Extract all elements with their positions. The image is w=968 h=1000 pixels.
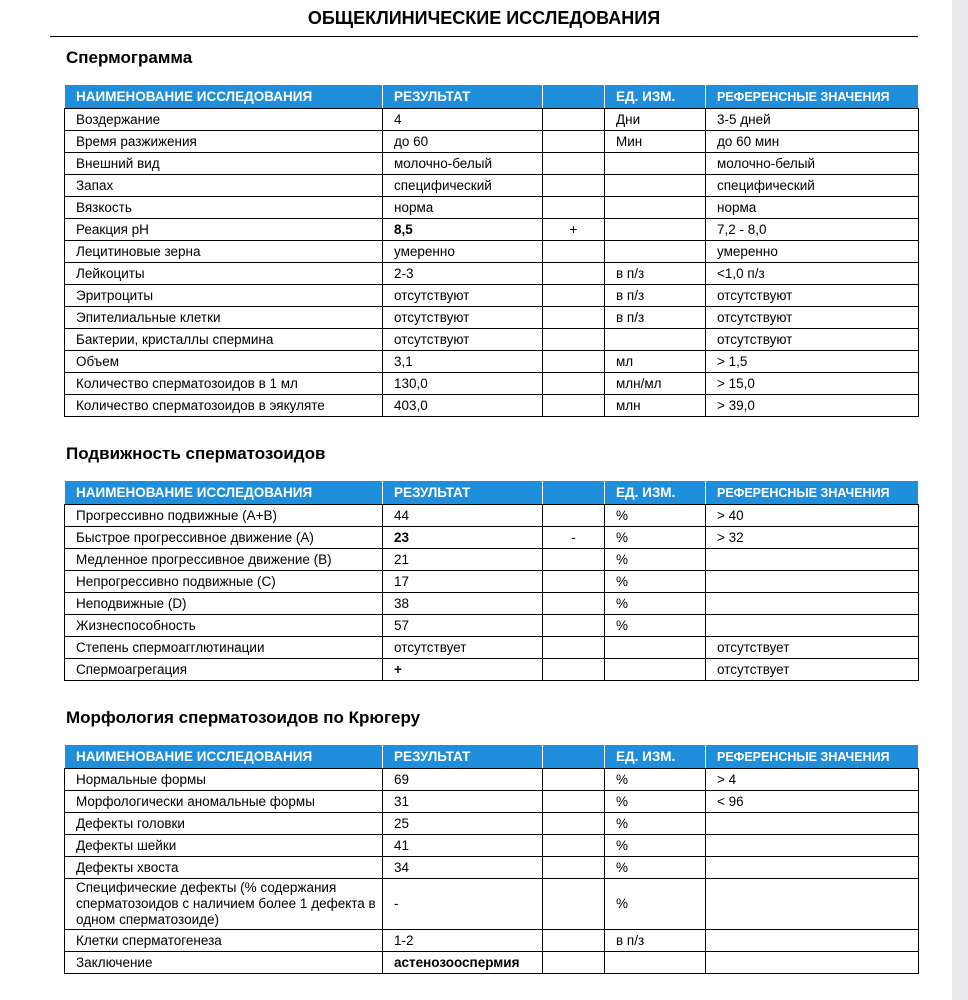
cell-reference: > 1,5 <box>706 351 919 373</box>
cell-result: отсутствует <box>383 637 543 659</box>
cell-reference: > 40 <box>706 505 919 527</box>
cell-reference: > 39,0 <box>706 395 919 417</box>
cell-reference <box>706 549 919 571</box>
table-row <box>65 835 919 857</box>
table-spermogram <box>64 85 919 417</box>
cell-flag <box>543 879 605 930</box>
table-row <box>65 241 919 263</box>
cell-result: 1-2 <box>383 930 543 952</box>
cell-flag <box>543 307 605 329</box>
table-row <box>65 153 919 175</box>
table-header-row <box>65 481 919 505</box>
table-row <box>65 351 919 373</box>
cell-flag <box>543 263 605 285</box>
header-flag <box>543 85 605 109</box>
cell-result: + <box>383 659 543 681</box>
cell-flag <box>543 175 605 197</box>
cell-name: Дефекты хвоста <box>65 857 383 879</box>
cell-unit <box>605 197 706 219</box>
cell-unit: % <box>605 593 706 615</box>
cell-unit: Мин <box>605 131 706 153</box>
cell-unit <box>605 153 706 175</box>
cell-unit: % <box>605 769 706 791</box>
cell-flag <box>543 153 605 175</box>
header-unit: ЕД. ИЗМ. <box>605 85 706 109</box>
cell-unit: млн/мл <box>605 373 706 395</box>
cell-flag <box>543 329 605 351</box>
section-title-morphology: Морфология сперматозоидов по Крюгеру <box>66 708 421 727</box>
cell-name: Реакция рН <box>65 219 383 241</box>
cell-name: Дефекты головки <box>65 813 383 835</box>
cell-unit <box>605 952 706 974</box>
cell-name: Внешний вид <box>65 153 383 175</box>
cell-flag <box>543 351 605 373</box>
cell-reference: отсутствуют <box>706 329 919 351</box>
cell-result: молочно-белый <box>383 153 543 175</box>
cell-reference: отсутствуют <box>706 307 919 329</box>
cell-reference: отсутствует <box>706 659 919 681</box>
cell-name: Количество сперматозоидов в эякуляте <box>65 395 383 417</box>
cell-flag <box>543 373 605 395</box>
section-title-motility: Подвижность сперматозоидов <box>66 444 326 463</box>
cell-flag <box>543 952 605 974</box>
cell-reference: > 32 <box>706 527 919 549</box>
cell-result: 2-3 <box>383 263 543 285</box>
cell-unit: % <box>605 527 706 549</box>
cell-reference: > 15,0 <box>706 373 919 395</box>
cell-unit: % <box>605 791 706 813</box>
cell-unit: в п/з <box>605 307 706 329</box>
cell-result: астенозооспермия <box>383 952 543 974</box>
header-result: РЕЗУЛЬТАТ <box>383 745 543 769</box>
cell-flag <box>543 505 605 527</box>
cell-name: Клетки сперматогенеза <box>65 930 383 952</box>
cell-reference: норма <box>706 197 919 219</box>
table-row <box>65 197 919 219</box>
cell-reference <box>706 879 919 930</box>
cell-name: Медленное прогрессивное движение (В) <box>65 549 383 571</box>
cell-result: 57 <box>383 615 543 637</box>
header-unit: ЕД. ИЗМ. <box>605 745 706 769</box>
cell-result: 21 <box>383 549 543 571</box>
cell-unit: % <box>605 549 706 571</box>
header-result: РЕЗУЛЬТАТ <box>383 481 543 505</box>
table-row <box>65 571 919 593</box>
header-name: НАИМЕНОВАНИЕ ИССЛЕДОВАНИЯ <box>65 745 383 769</box>
cell-name: Эпителиальные клетки <box>65 307 383 329</box>
cell-unit: % <box>605 835 706 857</box>
cell-unit: млн <box>605 395 706 417</box>
cell-result: 41 <box>383 835 543 857</box>
cell-reference: > 4 <box>706 769 919 791</box>
cell-result: 25 <box>383 813 543 835</box>
cell-name: Количество сперматозоидов в 1 мл <box>65 373 383 395</box>
cell-flag <box>543 615 605 637</box>
cell-unit: % <box>605 813 706 835</box>
table-row <box>65 791 919 813</box>
cell-name: Запах <box>65 175 383 197</box>
cell-flag <box>543 197 605 219</box>
cell-unit: мл <box>605 351 706 373</box>
header-reference: РЕФЕРЕНСНЫЕ ЗНАЧЕНИЯ <box>706 745 919 769</box>
cell-reference <box>706 930 919 952</box>
table-row <box>65 505 919 527</box>
cell-reference: 3-5 дней <box>706 109 919 131</box>
cell-result: до 60 <box>383 131 543 153</box>
table-row <box>65 109 919 131</box>
cell-result: отсутствуют <box>383 285 543 307</box>
cell-name: Лецитиновые зерна <box>65 241 383 263</box>
table-row <box>65 952 919 974</box>
cell-name: Степень спермоагглютинации <box>65 637 383 659</box>
table-motility <box>64 481 919 681</box>
header-name: НАИМЕНОВАНИЕ ИССЛЕДОВАНИЯ <box>65 481 383 505</box>
cell-name: Быстрое прогрессивное движение (А) <box>65 527 383 549</box>
cell-flag: - <box>543 527 605 549</box>
cell-result: 31 <box>383 791 543 813</box>
cell-flag <box>543 593 605 615</box>
cell-reference: <1,0 п/з <box>706 263 919 285</box>
cell-flag <box>543 241 605 263</box>
cell-flag <box>543 571 605 593</box>
cell-name: Объем <box>65 351 383 373</box>
section-title-spermogram: Спермограмма <box>66 48 193 67</box>
table-row <box>65 175 919 197</box>
table-morphology <box>64 745 919 974</box>
table-row <box>65 813 919 835</box>
cell-flag <box>543 549 605 571</box>
table-row <box>65 879 919 930</box>
cell-flag <box>543 109 605 131</box>
header-reference: РЕФЕРЕНСНЫЕ ЗНАЧЕНИЯ <box>706 481 919 505</box>
header-reference: РЕФЕРЕНСНЫЕ ЗНАЧЕНИЯ <box>706 85 919 109</box>
table-row <box>65 395 919 417</box>
cell-result: 34 <box>383 857 543 879</box>
table-row <box>65 131 919 153</box>
cell-name: Бактерии, кристаллы спермина <box>65 329 383 351</box>
cell-name: Морфологически аномальные формы <box>65 791 383 813</box>
table-row <box>65 930 919 952</box>
cell-name: Прогрессивно подвижные (А+В) <box>65 505 383 527</box>
cell-result: 44 <box>383 505 543 527</box>
cell-unit: % <box>605 505 706 527</box>
cell-result: специфический <box>383 175 543 197</box>
cell-result: - <box>383 879 543 930</box>
table-row <box>65 373 919 395</box>
cell-flag <box>543 930 605 952</box>
cell-name: Время разжижения <box>65 131 383 153</box>
cell-result: 17 <box>383 571 543 593</box>
cell-flag <box>543 769 605 791</box>
cell-reference: специфический <box>706 175 919 197</box>
cell-flag <box>543 857 605 879</box>
table-row <box>65 307 919 329</box>
cell-result: норма <box>383 197 543 219</box>
cell-reference: 7,2 - 8,0 <box>706 219 919 241</box>
table-header-row <box>65 745 919 769</box>
cell-result: 403,0 <box>383 395 543 417</box>
cell-unit <box>605 329 706 351</box>
cell-result: отсутствуют <box>383 307 543 329</box>
cell-result: отсутствуют <box>383 329 543 351</box>
table-row <box>65 219 919 241</box>
cell-reference <box>706 615 919 637</box>
cell-name: Спермоагрегация <box>65 659 383 681</box>
cell-flag <box>543 285 605 307</box>
cell-reference: отсутствуют <box>706 285 919 307</box>
cell-unit: % <box>605 857 706 879</box>
cell-flag <box>543 835 605 857</box>
header-flag <box>543 481 605 505</box>
cell-reference <box>706 813 919 835</box>
cell-name: Нормальные формы <box>65 769 383 791</box>
cell-flag <box>543 813 605 835</box>
cell-result: 8,5 <box>383 219 543 241</box>
cell-reference: до 60 мин <box>706 131 919 153</box>
cell-flag: + <box>543 219 605 241</box>
header-result: РЕЗУЛЬТАТ <box>383 85 543 109</box>
page-edge-bar <box>952 0 968 1000</box>
cell-unit: % <box>605 879 706 930</box>
cell-flag <box>543 659 605 681</box>
cell-name: Эритроциты <box>65 285 383 307</box>
cell-reference: отсутствует <box>706 637 919 659</box>
cell-unit: Дни <box>605 109 706 131</box>
cell-reference: < 96 <box>706 791 919 813</box>
cell-name: Дефекты шейки <box>65 835 383 857</box>
cell-unit <box>605 241 706 263</box>
cell-result: 69 <box>383 769 543 791</box>
cell-name: Заключение <box>65 952 383 974</box>
table-row <box>65 637 919 659</box>
cell-result: 23 <box>383 527 543 549</box>
cell-name: Вязкость <box>65 197 383 219</box>
cell-flag <box>543 637 605 659</box>
cell-unit: в п/з <box>605 285 706 307</box>
cell-unit <box>605 219 706 241</box>
cell-flag <box>543 791 605 813</box>
table-row <box>65 527 919 549</box>
cell-unit <box>605 175 706 197</box>
table-row <box>65 593 919 615</box>
cell-unit: в п/з <box>605 263 706 285</box>
table-row <box>65 263 919 285</box>
cell-name: Жизнеспособность <box>65 615 383 637</box>
table-row <box>65 615 919 637</box>
cell-unit <box>605 637 706 659</box>
cell-result: умеренно <box>383 241 543 263</box>
cell-result: 3,1 <box>383 351 543 373</box>
table-row <box>65 857 919 879</box>
cell-name: Непрогрессивно подвижные (С) <box>65 571 383 593</box>
cell-unit: в п/з <box>605 930 706 952</box>
cell-reference <box>706 952 919 974</box>
cell-reference <box>706 857 919 879</box>
table-row <box>65 659 919 681</box>
cell-flag <box>543 131 605 153</box>
cell-reference <box>706 571 919 593</box>
cell-reference <box>706 835 919 857</box>
cell-reference <box>706 593 919 615</box>
cell-unit <box>605 659 706 681</box>
cell-flag <box>543 395 605 417</box>
cell-unit: % <box>605 571 706 593</box>
table-row <box>65 329 919 351</box>
cell-reference: молочно-белый <box>706 153 919 175</box>
table-row <box>65 549 919 571</box>
table-header-row <box>65 85 919 109</box>
cell-name: Воздержание <box>65 109 383 131</box>
cell-name: Неподвижные (D) <box>65 593 383 615</box>
header-name: НАИМЕНОВАНИЕ ИССЛЕДОВАНИЯ <box>65 85 383 109</box>
header-flag <box>543 745 605 769</box>
cell-result: 38 <box>383 593 543 615</box>
cell-result: 130,0 <box>383 373 543 395</box>
cell-reference: умеренно <box>706 241 919 263</box>
table-row <box>65 769 919 791</box>
table-row <box>65 285 919 307</box>
cell-name: Лейкоциты <box>65 263 383 285</box>
cell-result: 4 <box>383 109 543 131</box>
header-unit: ЕД. ИЗМ. <box>605 481 706 505</box>
title-divider <box>50 36 918 37</box>
cell-name: Специфические дефекты (% содержания сперматозоидов с наличием более 1 дефекта в одном сперматозоиде) <box>65 879 383 930</box>
cell-unit: % <box>605 615 706 637</box>
page-title: ОБЩЕКЛИНИЧЕСКИЕ ИССЛЕДОВАНИЯ <box>307 8 661 28</box>
